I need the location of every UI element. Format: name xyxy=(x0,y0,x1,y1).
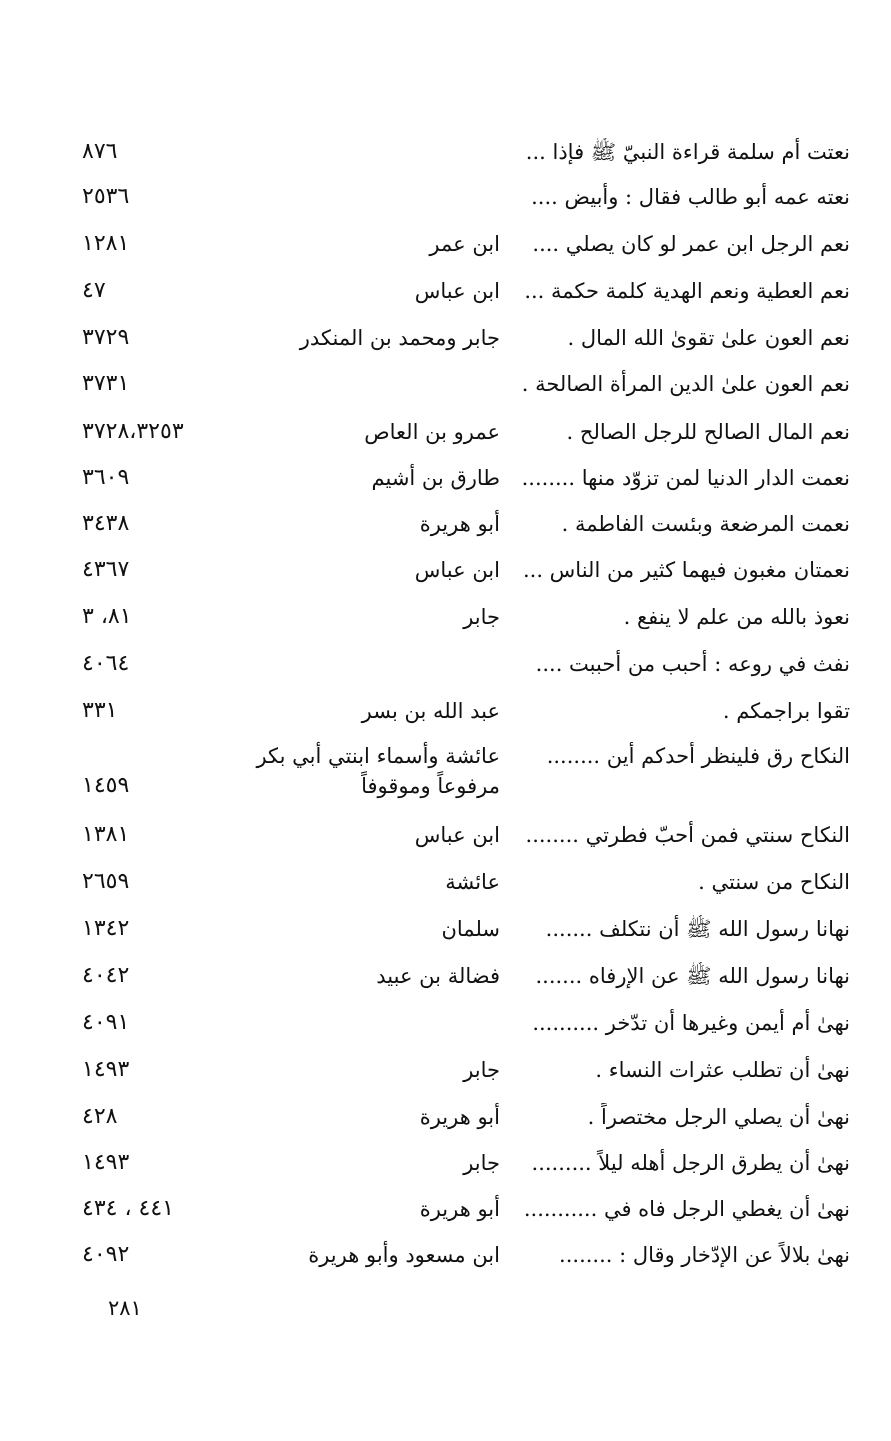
entry-phrase: نهانا رسول الله ﷺ أن نتكلف ....... xyxy=(545,917,850,941)
index-entry xyxy=(60,1195,850,1239)
entry-references: ١٤٩٣ xyxy=(82,1057,130,1082)
entry-references: ٤٤١ ، ٤٣٤ xyxy=(82,1196,174,1221)
entry-phrase: نعم الرجل ابن عمر لو كان يصلي .... xyxy=(532,232,850,256)
index-entry xyxy=(60,370,850,414)
entry-references: ١٣٨١ xyxy=(82,822,130,847)
entry-references: ٤٧ xyxy=(82,278,106,303)
entry-references: ٣٧٢٩ xyxy=(82,325,130,350)
entry-phrase: نهىٰ أن يغطي الرجل فاه في ........... xyxy=(523,1197,850,1221)
index-entry xyxy=(60,1149,850,1193)
entry-narrator: سلمان xyxy=(441,917,500,941)
entry-narrator: ابن عمر xyxy=(429,232,500,256)
entry-references: ١٤٩٣ xyxy=(82,1150,130,1175)
entry-references: ٣٣١ xyxy=(82,698,118,723)
entry-phrase: النكاح رق فلينظر أحدكم أين ........ xyxy=(546,744,850,768)
entry-phrase: نهىٰ أن تطلب عثرات النساء . xyxy=(595,1058,850,1082)
index-entry xyxy=(60,138,850,182)
entry-narrator-continued: مرفوعاً وموقوفاً xyxy=(361,774,500,798)
entry-phrase: النكاح سنتي فمن أحبّ فطرتي ........ xyxy=(525,823,850,847)
index-entry xyxy=(60,603,850,647)
entry-references: ٣٧٢٨،٣٢٥٣ xyxy=(82,419,184,444)
entry-references: ٤٠٤٢ xyxy=(82,963,130,988)
entry-phrase: نعته عمه أبو طالب فقال : وأبيض .... xyxy=(531,185,850,209)
entry-references: ٢٦٥٩ xyxy=(82,869,130,894)
entry-phrase: نهىٰ أن يصلي الرجل مختصراً . xyxy=(587,1105,850,1129)
page-number: ٢٨١ xyxy=(108,1296,142,1320)
entry-phrase: نعتت أم سلمة قراءة النبيّ ﷺ فإذا ... xyxy=(525,140,850,164)
entry-references: ٨١، ٣ xyxy=(82,604,132,629)
entry-phrase: النكاح من سنتي . xyxy=(698,870,850,894)
index-entry xyxy=(60,324,850,368)
entry-narrator: جابر ومحمد بن المنكدر xyxy=(299,326,500,350)
entry-narrator: أبو هريرة xyxy=(419,512,500,536)
entry-references: ٤٠٩٢ xyxy=(82,1242,130,1267)
index-entry xyxy=(60,650,850,694)
entry-phrase: نهىٰ أم أيمن وغيرها أن تدّخر .......... xyxy=(532,1011,850,1035)
entry-phrase: نعم العطية ونعم الهدية كلمة حكمة ... xyxy=(524,279,850,303)
entry-references: ١٣٤٢ xyxy=(82,916,130,941)
index-entry xyxy=(60,418,850,462)
index-entry xyxy=(60,464,850,508)
entry-references: ٤٠٦٤ xyxy=(82,651,130,676)
index-entry xyxy=(60,1103,850,1147)
index-entry xyxy=(60,915,850,959)
entry-references: ٤٠٩١ xyxy=(82,1010,130,1035)
index-entry xyxy=(60,697,850,741)
entry-narrator: عائشة xyxy=(445,870,500,894)
entry-phrase: نعمتان مغبون فيهما كثير من الناس ... xyxy=(522,558,850,582)
entry-narrator: ابن عباس xyxy=(414,823,500,847)
entry-references: ٣٤٣٨ xyxy=(82,511,130,536)
entry-references: ٢٥٣٦ xyxy=(82,184,130,209)
entry-phrase: نعم العون علىٰ الدين المرأة الصالحة . xyxy=(521,372,850,396)
entry-phrase: نعمت المرضعة وبئست الفاطمة . xyxy=(561,512,850,536)
entry-phrase: نعوذ بالله من علم لا ينفع . xyxy=(623,605,850,629)
entry-references: ٣٧٣١ xyxy=(82,371,130,396)
entry-narrator: ابن مسعود وأبو هريرة xyxy=(308,1243,500,1267)
index-entry xyxy=(60,868,850,912)
entry-references: ٤٣٦٧ xyxy=(82,557,130,582)
entry-narrator: جابر xyxy=(463,1058,500,1082)
entry-phrase: نهانا رسول الله ﷺ عن الإرفاه ....... xyxy=(535,964,850,988)
entry-references: ١٢٨١ xyxy=(82,231,130,256)
entry-narrator: أبو هريرة xyxy=(419,1197,500,1221)
entry-phrase: نفث في روعه : أحبب من أحببت .... xyxy=(535,652,850,676)
index-entry xyxy=(60,277,850,321)
entry-narrator: أبو هريرة xyxy=(419,1105,500,1129)
entry-references: ٤٢٨ xyxy=(82,1104,118,1129)
entry-phrase: نهىٰ بلالاً عن الإدّخار وقال : ........ xyxy=(559,1243,850,1267)
entry-phrase: نعم العون علىٰ تقوىٰ الله المال . xyxy=(567,326,850,350)
entry-narrator: عائشة وأسماء ابنتي أبي بكر xyxy=(256,744,500,768)
entry-narrator: ابن عباس xyxy=(414,279,500,303)
entry-narrator: جابر xyxy=(463,605,500,629)
entry-narrator: فضالة بن عبيد xyxy=(376,964,500,988)
entry-references: ١٤٥٩ xyxy=(82,773,130,798)
index-entry xyxy=(60,962,850,1006)
entry-references: ٨٧٦ xyxy=(82,139,118,164)
index-entry xyxy=(60,183,850,227)
entry-narrator: جابر xyxy=(463,1151,500,1175)
index-entry xyxy=(60,1009,850,1053)
index-entry xyxy=(60,1241,850,1285)
entry-phrase: نعمت الدار الدنيا لمن تزوّد منها ........ xyxy=(521,466,850,490)
index-entry xyxy=(60,230,850,274)
index-entry xyxy=(60,510,850,554)
entry-references: ٣٦٠٩ xyxy=(82,465,130,490)
index-entry xyxy=(60,1056,850,1100)
entry-phrase: تقوا براجمكم . xyxy=(722,699,850,723)
entry-narrator: عبد الله بن بسر xyxy=(361,699,500,723)
index-entry xyxy=(60,821,850,865)
entry-phrase: نهىٰ أن يطرق الرجل أهله ليلاً ......... xyxy=(531,1151,850,1175)
index-entry xyxy=(60,742,850,798)
index-entry xyxy=(60,556,850,600)
entry-narrator: طارق بن أشيم xyxy=(371,466,500,490)
entry-narrator: عمرو بن العاص xyxy=(364,420,500,444)
entry-narrator: ابن عباس xyxy=(414,558,500,582)
entry-phrase: نعم المال الصالح للرجل الصالح . xyxy=(566,420,850,444)
